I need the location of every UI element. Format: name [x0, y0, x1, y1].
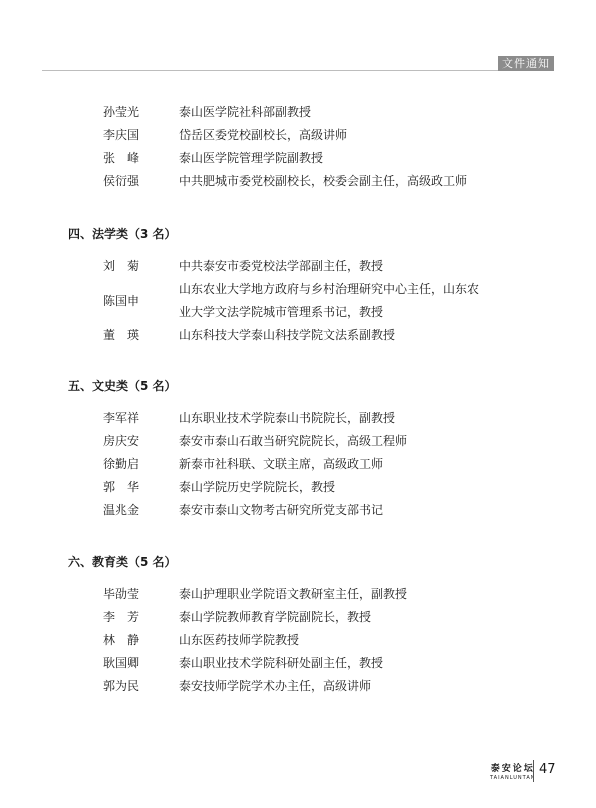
journal-logo-en: TAIANLUNTAN	[490, 775, 536, 781]
entry-description-line: 泰山医学院管理学院副教授	[179, 151, 324, 165]
entry-description-line: 泰山学院教师教育学院副院长，教授	[179, 610, 372, 624]
entry-name: 温兆金	[103, 503, 140, 517]
entry-name: 毕劭莹	[103, 587, 140, 601]
entry-description	[179, 407, 519, 430]
entry-description-line: 山东科技大学泰山科技学院文法系副教授	[179, 328, 396, 342]
entry-row	[0, 324, 596, 347]
entry-description	[179, 453, 519, 476]
entry-description-line: 业大学文法学院城市管理系书记，教授	[179, 305, 384, 319]
entry-name: 林 静	[103, 633, 140, 647]
entry-row	[0, 255, 596, 278]
section-heading: 六、教育类（5 名）	[68, 555, 177, 569]
section-heading: 五、文史类（5 名）	[68, 379, 177, 393]
entry-description-line: 泰山护理职业学院语文教研室主任，副教授	[179, 587, 408, 601]
entry-name: 董 瑛	[103, 328, 140, 342]
header-rule	[42, 70, 554, 71]
entry-description	[179, 324, 519, 347]
entry-name: 郭 华	[103, 480, 140, 494]
entry-description	[179, 499, 519, 522]
entry-description-line: 泰安市泰山石敢当研究院院长，高级工程师	[179, 434, 408, 448]
entry-name: 陈国申	[103, 294, 140, 308]
entry-description-line: 泰山学院历史学院院长，教授	[179, 480, 336, 494]
entry-description	[179, 101, 519, 124]
entry-row	[0, 583, 596, 606]
entry-row	[0, 124, 596, 147]
entry-name: 房庆安	[103, 434, 140, 448]
entry-row	[0, 629, 596, 652]
entry-description	[179, 170, 519, 193]
entry-row	[0, 430, 596, 453]
entry-description-line: 山东农业大学地方政府与乡村治理研究中心主任，山东农	[179, 282, 480, 296]
entry-row	[0, 453, 596, 476]
entry-description	[179, 629, 519, 652]
entry-description	[179, 476, 519, 499]
entry-name: 刘 菊	[103, 259, 140, 273]
entry-name: 李军祥	[103, 411, 140, 425]
entry-row	[0, 170, 596, 193]
entry-name: 张 峰	[103, 151, 140, 165]
entry-description-line: 山东职业技术学院泰山书院院长，副教授	[179, 411, 396, 425]
entry-description	[179, 124, 519, 147]
section-heading: 四、法学类（3 名）	[68, 227, 177, 241]
entry-row	[0, 278, 596, 324]
entry-description	[179, 430, 519, 453]
entry-name: 李庆国	[103, 128, 140, 142]
entry-description	[179, 278, 519, 324]
entry-row	[0, 606, 596, 629]
entry-description	[179, 147, 519, 170]
entry-description	[179, 606, 519, 629]
entry-description	[179, 675, 519, 698]
entry-name: 李 芳	[103, 610, 140, 624]
entry-name: 郭为民	[103, 679, 140, 693]
entry-name: 孙莹光	[103, 105, 140, 119]
entry-description-line: 中共肥城市委党校副校长，校委会副主任，高级政工师	[179, 174, 468, 188]
journal-logo	[490, 764, 536, 782]
entry-description-line: 新泰市社科联、文联主席，高级政工师	[179, 457, 384, 471]
entry-row	[0, 675, 596, 698]
entry-description	[179, 652, 519, 675]
page-number: 47	[539, 762, 556, 777]
entry-row	[0, 101, 596, 124]
entry-name: 耿国卿	[103, 656, 140, 670]
entry-description-line: 泰山医学院社科部副教授	[179, 105, 312, 119]
section-tag: 文件通知	[498, 56, 554, 71]
entry-description-line: 泰安技师学院学术办主任，高级讲师	[179, 679, 372, 693]
entry-row	[0, 147, 596, 170]
entry-row	[0, 499, 596, 522]
entry-description-line: 山东医药技师学院教授	[179, 633, 300, 647]
entry-description	[179, 255, 519, 278]
entry-description-line: 泰山职业技术学院科研处副主任，教授	[179, 656, 384, 670]
entry-name: 徐勤启	[103, 457, 140, 471]
entry-row	[0, 476, 596, 499]
entry-row	[0, 652, 596, 675]
entry-row	[0, 407, 596, 430]
entry-description-line: 泰安市泰山文物考古研究所党支部书记	[179, 503, 384, 517]
entry-description-line: 中共泰安市委党校法学部副主任，教授	[179, 259, 384, 273]
entry-description-line: 岱岳区委党校副校长，高级讲师	[179, 128, 348, 142]
entry-name: 侯衍强	[103, 174, 140, 188]
entry-description	[179, 583, 519, 606]
journal-logo-cn: 泰安论坛	[490, 764, 535, 774]
